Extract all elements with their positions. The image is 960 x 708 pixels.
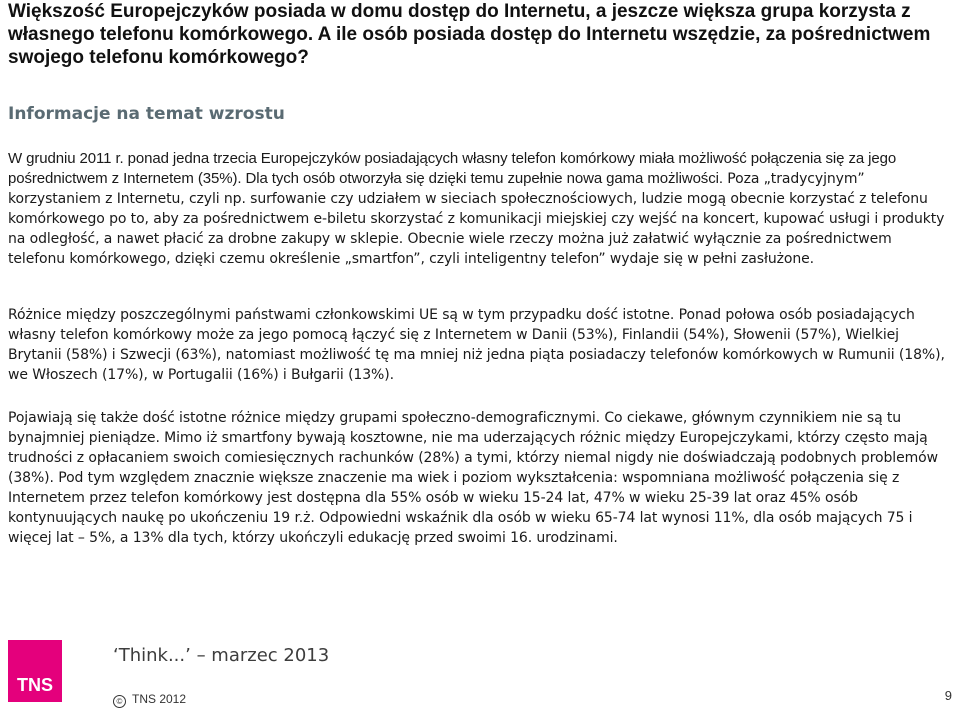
page-number: 9 (944, 688, 952, 703)
section-subtitle: Informacje na temat wzrostu (8, 104, 285, 124)
tns-logo-text: TNS (17, 675, 53, 695)
footer-tagline: ‘Think...’ – marzec 2013 (113, 645, 330, 666)
footer-copyright (113, 692, 186, 708)
paragraph-intro-rest: Poza „tradycyjnym” korzystaniem z Internetu, czyli np. surfowanie czy udziałem w sieciach społecznościowych, ludzie mogą obecnie korzystać z telefonu komórkowego po to, aby za pośrednictwem e-biletu skorzystać z komunikacji miejskiej czy wejść na koncert, kupować usługi i produkty na odległość, a nawet płacić za drobne zakupy w sklepie. Obecnie wiele rzeczy można już załatwić wyłącznie za pośrednictwem telefonu komórkowego, dzięki czemu określenie „smartfon”, czyli inteligentny telefon” wydaje się w pełni zasłużone. (8, 171, 945, 267)
paragraph-country-differences: Różnice między poszczególnymi państwami członkowskimi UE są w tym przypadku dość istotne. Ponad połowa osób posiadających własny telefon komórkowy może za jego pomocą łączyć się z Internetem w Danii (53%), Finlandii (54%), Słowenii (57%), Wielkiej Brytanii (58%) i Szwecji (63%), natomiast możliwość tę ma mniej niż jedna piąta posiadaczy telefonów komórkowych w Rumunii (18%), we Włoszech (17%), w Portugalii (16%) i Bułgarii (13%). (8, 307, 945, 383)
page-title: Większość Europejczyków posiada w domu dostęp do Internetu, a jeszcze większa grupa korzysta z własnego telefonu komórkowego. A ile osób posiada dostęp do Internetu wszędzie, za pośrednictwem swojego telefonu komórkowego? (8, 1, 931, 68)
paragraph-intro (8, 149, 953, 269)
paragraph-intro-lead: W grudniu 2011 r. ponad jedna trzecia Europejczyków posiadających własny telefon komórkowy miała możliwość połączenia się za jego pośrednictwem z Internetem (35%). Dla tych osób otworzyła się dzięki temu zupełnie nowa gama możliwości. (8, 150, 897, 187)
tns-logo (8, 640, 62, 702)
copyright-text: TNS 2012 (132, 692, 187, 706)
copyright-icon: © (113, 695, 126, 708)
paragraph-demographic-differences: Pojawiają się także dość istotne różnice między grupami społeczno-demograficznymi. Co ciekawe, głównym czynnikiem nie są tu bynajmniej pieniądze. Mimo iż smartfony bywają kosztowne, nie ma uderzających różnic między Europejczykami, którzy często mają trudności z opłacaniem swoich comiesięcznych rachunków (28%) a tymi, którzy niemal nigdy nie doświadczają podobnych problemów (38%). Pod tym względem znacznie większe znaczenie ma wiek i poziom wykształcenia: wspomniana możliwość połączenia się z Internetem przez telefon komórkowy jest dostępna dla 55% osób w wieku 15-24 lat, 47% w wieku 25-39 lat oraz 45% osób kontynuujących naukę po ukończeniu 19 r.ż. Odpowiedni wskaźnik dla osób w wieku 65-74 lat wynosi 11%, dla osób mających 75 i więcej lat – 5%, a 13% dla tych, którzy ukończyli edukację przed swoimi 16. urodzinami. (8, 410, 938, 546)
